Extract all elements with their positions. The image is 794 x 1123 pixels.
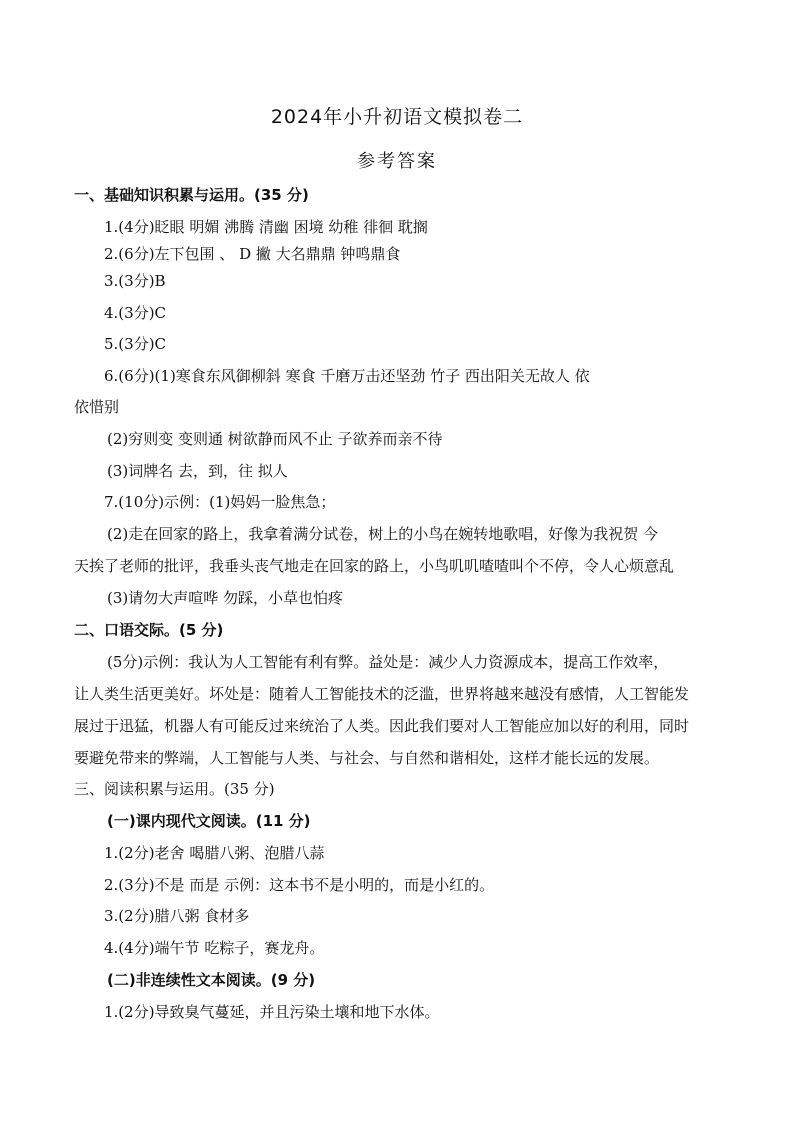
answer-1-5: 5.(3分)C: [104, 335, 167, 353]
section-3-heading: 三、阅读积累与运用。(35 分): [74, 780, 275, 798]
page-title: 2024年小升初语文模拟卷二: [270, 106, 524, 128]
answer-1-6-part3: (3)词牌名 去，到，往 拟人: [107, 462, 288, 480]
answer-1-3: 3.(3分)B: [104, 272, 166, 290]
answer-1-7-part2-line1: (2)走在回家的路上，我拿着满分试卷，树上的小鸟在婉转地歌唱，好像为我祝贺 今: [107, 525, 659, 543]
section-2-heading: 二、口语交际。(5 分): [74, 621, 224, 639]
answer-1-2: 2.(6分)左下包围 、 D 撇 大名鼎鼎 钟鸣鼎食: [104, 245, 401, 263]
page-subtitle: 参考答案: [357, 151, 437, 172]
section-2-paragraph-line4: 要避免带来的弊端，人工智能与人类、与社会、与自然和谐相处，这样才能长远的发展。: [74, 749, 660, 767]
answer-3-1-2: 2.(3分)不是 而是 示例：这本书不是小明的，而是小红的。: [104, 876, 495, 894]
answer-1-4: 4.(3分)C: [104, 304, 167, 322]
section-2-paragraph-line3: 展过于迅猛，机器人有可能反过来统治了人类。因此我们要对人工智能应加以好的利用，同时: [74, 717, 690, 735]
answer-1-6-part2: (2)穷则变 变则通 树欲静而风不止 子欲养而亲不待: [107, 430, 443, 448]
section-3-subheading-1: (一)课内现代文阅读。(11 分): [107, 812, 311, 830]
answer-1-1: 1.(4分)眨眼 明媚 沸腾 清幽 困境 幼稚 徘徊 耽搁: [104, 218, 428, 236]
answer-1-6-line1: 6.(6分)(1)寒食东风御柳斜 寒食 千磨万击还坚劲 竹子 西出阳关无故人 依: [104, 367, 590, 385]
answer-1-6-line2: 依惜别: [74, 398, 120, 416]
answer-3-2-1: 1.(2分)导致臭气蔓延，并且污染土壤和地下水体。: [104, 1003, 440, 1021]
answer-1-7-part2-line2: 天挨了老师的批评，我垂头丧气地走在回家的路上，小鸟叽叽喳喳叫个不停，令人心烦意乱: [74, 557, 675, 575]
answer-3-1-4: 4.(4分)端午节 吃粽子，赛龙舟。: [104, 939, 325, 957]
section-2-paragraph-line1: (5分)示例：我认为人工智能有利有弊。益处是：减少人力资源成本，提高工作效率，: [107, 653, 669, 671]
section-2-paragraph-line2: 让人类生活更美好。坏处是：随着人工智能技术的泛滥，世界将越来越没有感情，人工智能发: [74, 685, 690, 703]
section-1-heading: 一、基础知识积累与运用。(35 分): [74, 186, 309, 204]
answer-3-1-1: 1.(2分)老舍 喝腊八粥、泡腊八蒜: [104, 844, 325, 862]
answer-1-7: 7.(10分)示例：(1)妈妈一脸焦急；: [104, 493, 336, 511]
answer-1-7-part3: (3)请勿大声喧哗 勿踩，小草也怕疼: [107, 589, 344, 607]
answer-3-1-3: 3.(2分)腊八粥 食材多: [104, 907, 250, 925]
section-3-subheading-2: (二)非连续性文本阅读。(9 分): [107, 971, 316, 989]
